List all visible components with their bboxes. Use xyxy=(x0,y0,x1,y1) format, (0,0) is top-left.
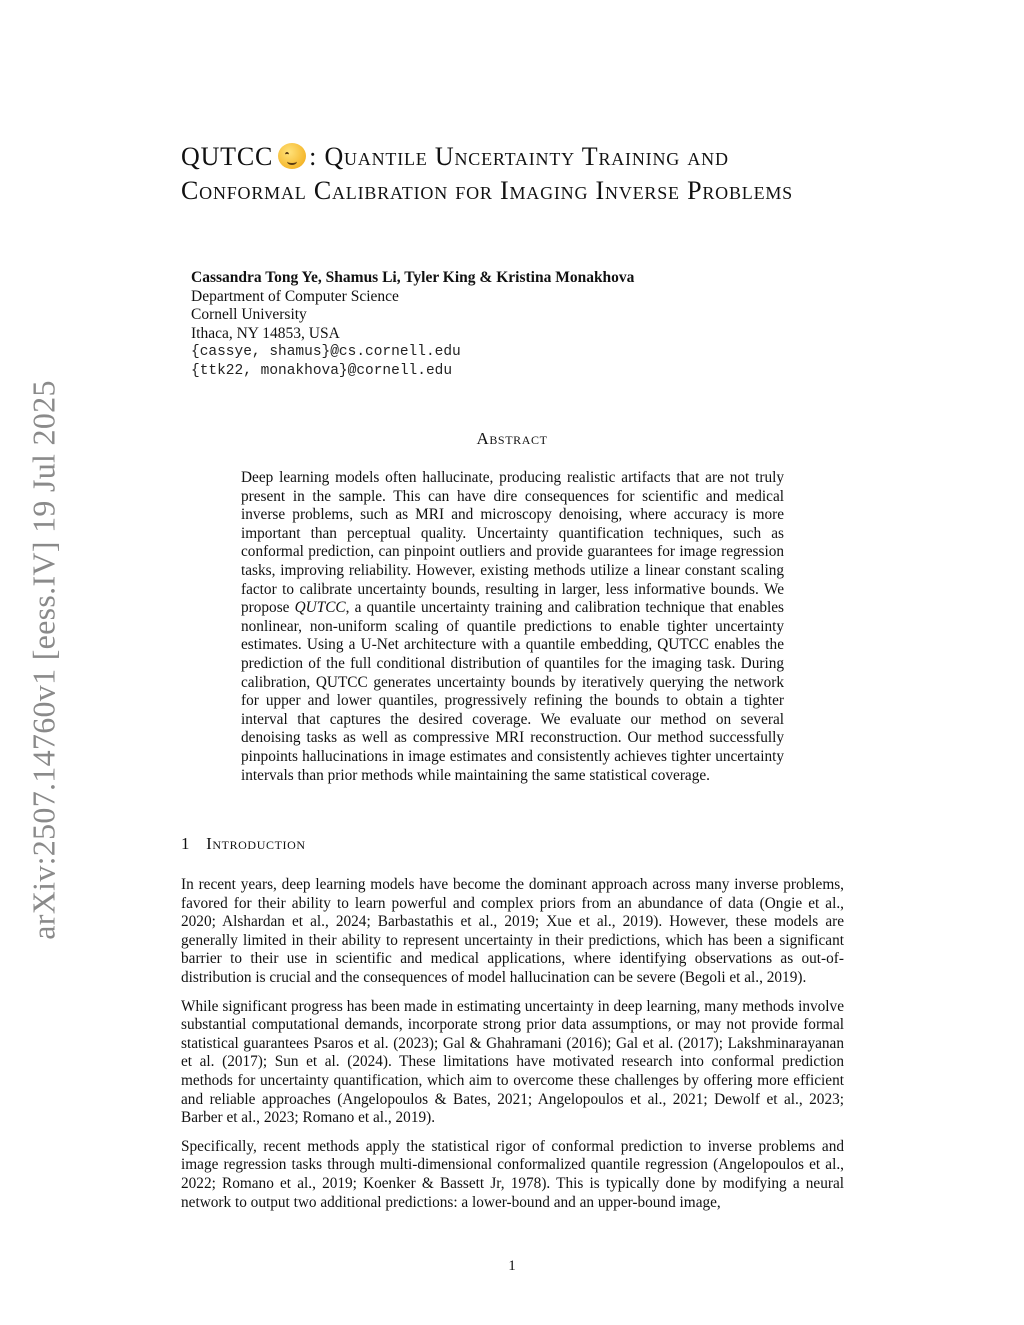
email-line: {cassye, shamus}@cs.cornell.edu xyxy=(191,344,461,360)
affiliation-line: Cornell University xyxy=(191,306,307,323)
arxiv-sidebar-stamp xyxy=(22,365,66,955)
title-rest: : Quantile Uncertainty Training and Conformal Calibration for Imaging Inverse Problems xyxy=(181,142,793,205)
arxiv-id-text: arXiv:2507.14760v1 [eess.IV] 19 Jul 2025 xyxy=(25,380,62,940)
body-paragraph: Specifically, recent methods apply the statistical rigor of conformal prediction to inverse problems and image regression tasks through multi-dimensional conformalized quantile regression (Angelopoulos et al., 2022; Romano et al., 2019; Koenker & Bassett Jr, 1978). This is typically done by modifying a neural network to output two additional predictions: a lower-bound and an upper-bound image, xyxy=(181,1137,844,1211)
abstract-heading: Abstract xyxy=(476,429,548,448)
author-names: Cassandra Tong Ye, Shamus Li, Tyler King & Kristina Monakhova xyxy=(191,269,635,286)
body-paragraph: In recent years, deep learning models have become the dominant approach across many inverse problems, favored for their ability to learn powerful and complex priors from an abundance of data (Ongie et al., 2020; Alshardan et al., 2024; Barbastathis et al., 2019; Xue et al., 2019). However, these models are generally limited in their ability to represent uncertainty in their predictions, which has been a significant barrier to their use in scientific and medical applications, where identifying observations as out-of-distribution is crucial and the consequences of model hallucination can be severe (Begoli et al., 2019). xyxy=(181,876,844,986)
section-title: Introduction xyxy=(206,834,306,853)
title-prefix: QUTCC xyxy=(181,142,274,171)
section-heading xyxy=(181,834,306,854)
paper-title xyxy=(181,140,861,208)
author-block xyxy=(191,269,634,380)
section-body xyxy=(181,876,844,1222)
affiliation-line: Department of Computer Science xyxy=(191,287,399,305)
hugging-face-emoji-icon xyxy=(278,143,306,169)
page-number: 1 xyxy=(508,1258,516,1274)
abstract-text-part: , a quantile uncertainty training and calibration technique that enables nonlinear, non-uniform scaling of quantile predictions to enable tighter uncertainty estimates. Using a U-Net architecture with a quantile embedding, QUTCC enables the prediction of the full conditional distribution of quantiles for the imaging task. During calibration, QUTCC generates uncertainty bounds by iteratively querying the network for upper and lower quantiles, progressively refining the bounds to obtain a tighter interval that captures the desired coverage. We evaluate our method on several denoising tasks as well as compressive MRI reconstruction. Our method successfully pinpoints hallucinations in image estimates and consistently achieves tighter uncertainty intervals than prior methods while maintaining the same statistical coverage. xyxy=(241,599,785,784)
body-paragraph: While significant progress has been made in estimating uncertainty in deep learning, many methods involve substantial computational demands, incorporate strong prior data assumptions, or may not provide formal statistical guarantees Psaros et al. (2023); Gal & Ghahramani (2016); Gal et al. (2017); Lakshminarayanan et al. (2017); Sun et al. (2024). These limitations have motivated research into conformal prediction methods for uncertainty quantification, which aim to overcome these challenges by offering more efficient and reliable approaches (Angelopoulos & Bates, 2021; Angelopoulos et al., 2021; Dewolf et al., 2023; Barber et al., 2023; Romano et al., 2019). xyxy=(181,997,844,1127)
affiliation-line: Ithaca, NY 14853, USA xyxy=(191,324,340,342)
abstract-text-part: Deep learning models often hallucinate, producing realistic artifacts that are not truly present in the sample. This can have dire consequences for scientific and medical inverse problems, such as MRI and microscopy denoising, where accuracy is more important than perceptual quality. Uncertainty quantification techniques, such as conformal prediction, can pinpoint outliers and provide guarantees for image regression tasks, improving reliability. However, existing methods utilize a linear constant scaling factor to calibrate uncertainty bounds, resulting in larger, less informative bounds. We propose xyxy=(241,469,784,617)
method-name-emphasis: QUTCC xyxy=(294,599,346,617)
section-number: 1 xyxy=(181,834,191,853)
abstract-text xyxy=(241,469,784,785)
email-line: {ttk22, monakhova}@cornell.edu xyxy=(191,362,453,379)
